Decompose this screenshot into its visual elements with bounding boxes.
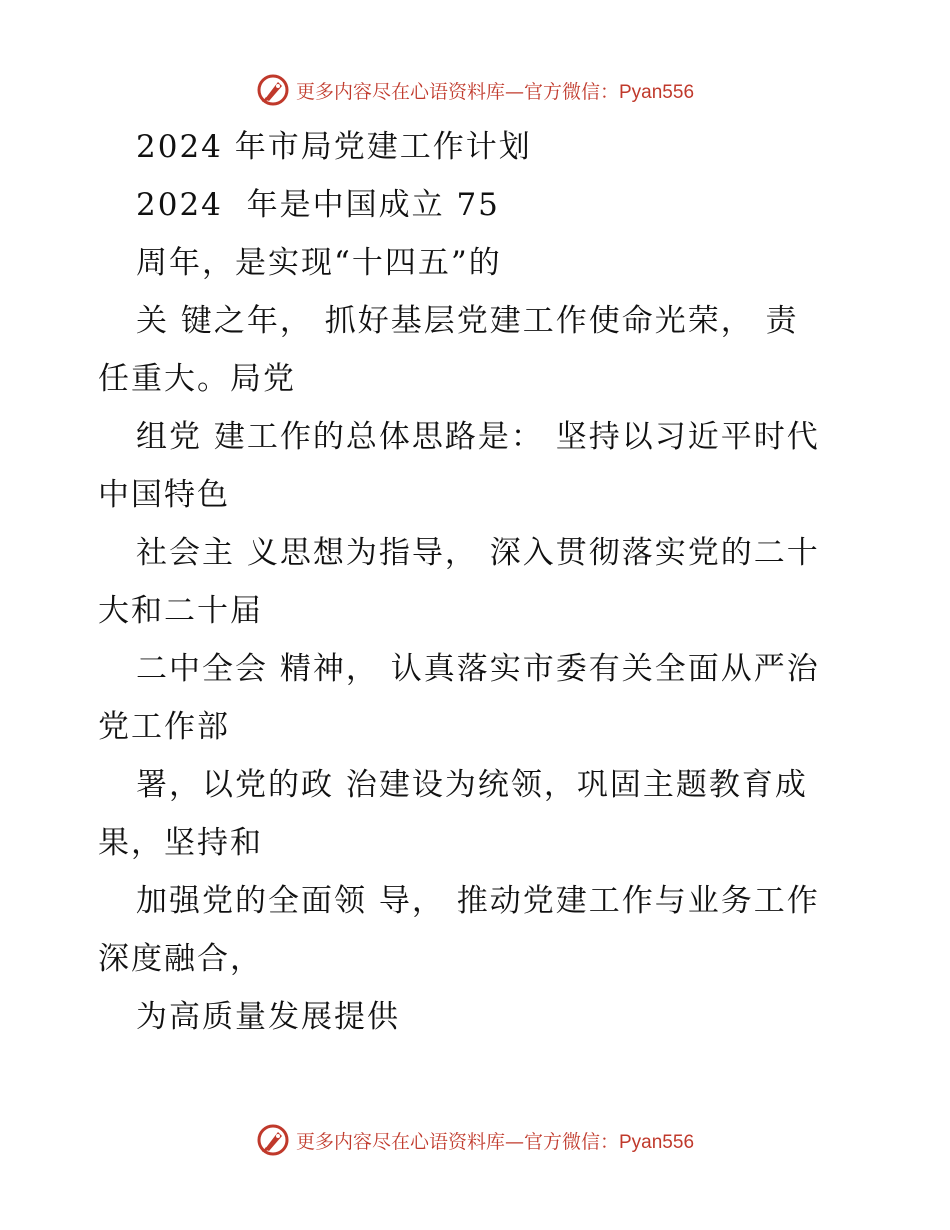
header-banner-account: Pyan556 xyxy=(619,81,695,103)
footer-banner-label: 更多内容尽在心语资料库—官方微信： xyxy=(295,1130,619,1153)
paragraph-line: 党工作部 xyxy=(98,709,230,745)
paragraph-line: 为高质量发展提供 xyxy=(136,999,400,1035)
paragraph-line: 大和二十届 xyxy=(98,593,263,629)
footer-banner-text xyxy=(296,1127,694,1154)
paragraph-line: 社会主 义思想为指导， 深入贯彻落实党的二十 xyxy=(136,535,820,571)
paragraph-line: 二中全会 精神， 认真落实市委有关全面从严治 xyxy=(136,651,820,687)
footer-banner xyxy=(0,1120,950,1160)
paragraph-line: 任重大。局党 xyxy=(98,361,296,397)
paragraph-line: 2024 年是中国成立 75 xyxy=(136,187,500,223)
pen-nib-logo-icon xyxy=(256,1123,290,1157)
paragraph-line: 周年，是实现“十四五”的 xyxy=(136,245,502,281)
header-banner-label: 更多内容尽在心语资料库—官方微信： xyxy=(295,80,619,103)
paragraph-line: 署，以党的政 治建设为统领，巩固主题教育成 xyxy=(136,767,808,803)
footer-banner-account: Pyan556 xyxy=(619,1131,695,1153)
paragraph-line: 深度融合， xyxy=(98,941,263,977)
paragraph-line: 果，坚持和 xyxy=(98,825,263,861)
paragraph-line: 关 键之年， 抓好基层党建工作使命光荣， 责 xyxy=(136,303,799,339)
document-title: 2024 年市局党建工作计划 xyxy=(136,129,532,165)
paragraph-line: 中国特色 xyxy=(98,477,230,513)
paragraph-line: 加强党的全面领 导， 推动党建工作与业务工作 xyxy=(136,883,820,919)
paragraph-line: 组党 建工作的总体思路是： 坚持以习近平时代 xyxy=(136,419,820,455)
